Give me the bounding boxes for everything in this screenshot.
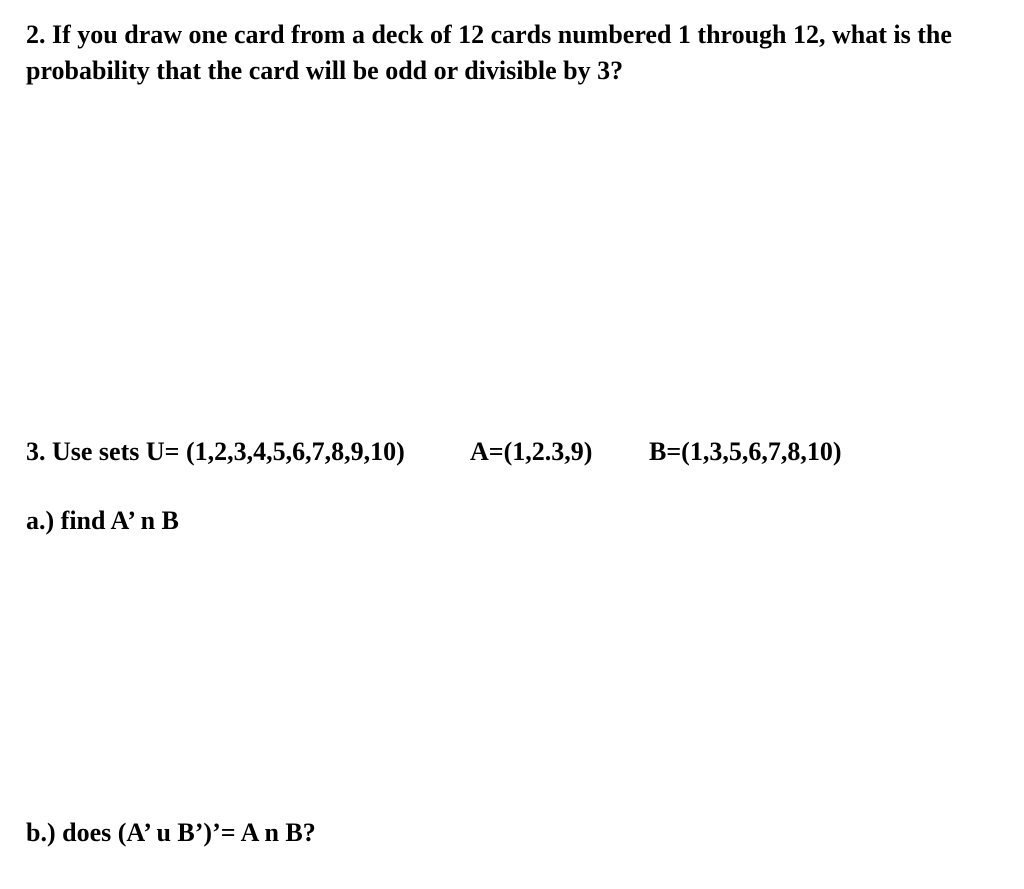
question-3-sets-row — [26, 434, 842, 470]
question-3-part-a: a.) find A’ n B — [26, 506, 179, 535]
question-3-intro-set-u: 3. Use sets U= (1,2,3,4,5,6,7,8,9,10) — [26, 437, 405, 466]
set-a-definition: A=(1,2.3,9) — [470, 437, 593, 466]
question-2-line-2: probability that the card will be odd or divisible by 3? — [26, 56, 624, 85]
question-2-line-1: 2. If you draw one card from a deck of 12 cards numbered 1 through 12, what is the — [26, 20, 952, 49]
set-b-definition: B=(1,3,5,6,7,8,10) — [649, 437, 842, 466]
question-3-part-b: b.) does (A’ u B’)’= A n B? — [26, 818, 316, 847]
